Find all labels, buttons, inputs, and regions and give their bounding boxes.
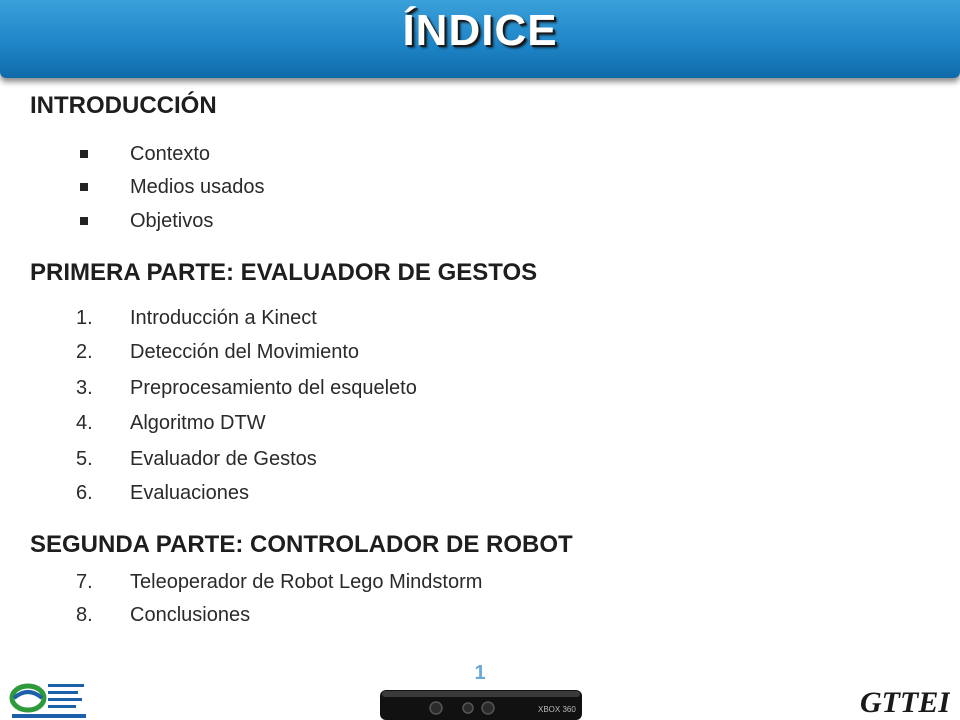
list-number: 7.: [76, 571, 93, 593]
list-number: 3.: [76, 377, 93, 399]
kinect-sensor-image: [378, 688, 584, 720]
list-item-label: Detección del Movimiento: [130, 341, 359, 363]
section-heading-part1: PRIMERA PARTE: EVALUADOR DE GESTOS: [30, 259, 538, 286]
square-bullet-icon: [80, 217, 88, 225]
department-logo: [8, 672, 90, 720]
list-item-label: Medios usados: [130, 176, 265, 198]
gttei-logo: [858, 676, 950, 720]
list-number: 5.: [76, 448, 93, 470]
list-number: 2.: [76, 341, 93, 363]
slide-title: ÍNDICE: [402, 6, 558, 55]
list-number: 1.: [76, 307, 93, 329]
section-heading-intro: INTRODUCCIÓN: [30, 92, 217, 119]
page-number: 1: [474, 662, 486, 684]
kinect-label: XBOX 360: [538, 705, 576, 714]
list-item-label: Algoritmo DTW: [130, 412, 266, 434]
title-bar: [0, 0, 960, 78]
list-number: 4.: [76, 412, 93, 434]
square-bullet-icon: [80, 150, 88, 158]
square-bullet-icon: [80, 183, 88, 191]
list-number: 6.: [76, 482, 93, 504]
list-item-label: Evaluaciones: [130, 482, 249, 504]
list-item-label: Objetivos: [130, 210, 214, 232]
gttei-logo-text: GTTEI: [860, 686, 950, 719]
section-heading-part2: SEGUNDA PARTE: CONTROLADOR DE ROBOT: [30, 531, 573, 558]
list-item-label: Introducción a Kinect: [130, 307, 317, 329]
list-item-label: Preprocesamiento del esqueleto: [130, 377, 417, 399]
list-item-label: Conclusiones: [130, 604, 251, 626]
list-item-label: Evaluador de Gestos: [130, 448, 317, 470]
list-item-label: Teleoperador de Robot Lego Mindstorm: [130, 571, 483, 593]
list-number: 8.: [76, 604, 93, 626]
list-item-label: Contexto: [130, 143, 211, 165]
